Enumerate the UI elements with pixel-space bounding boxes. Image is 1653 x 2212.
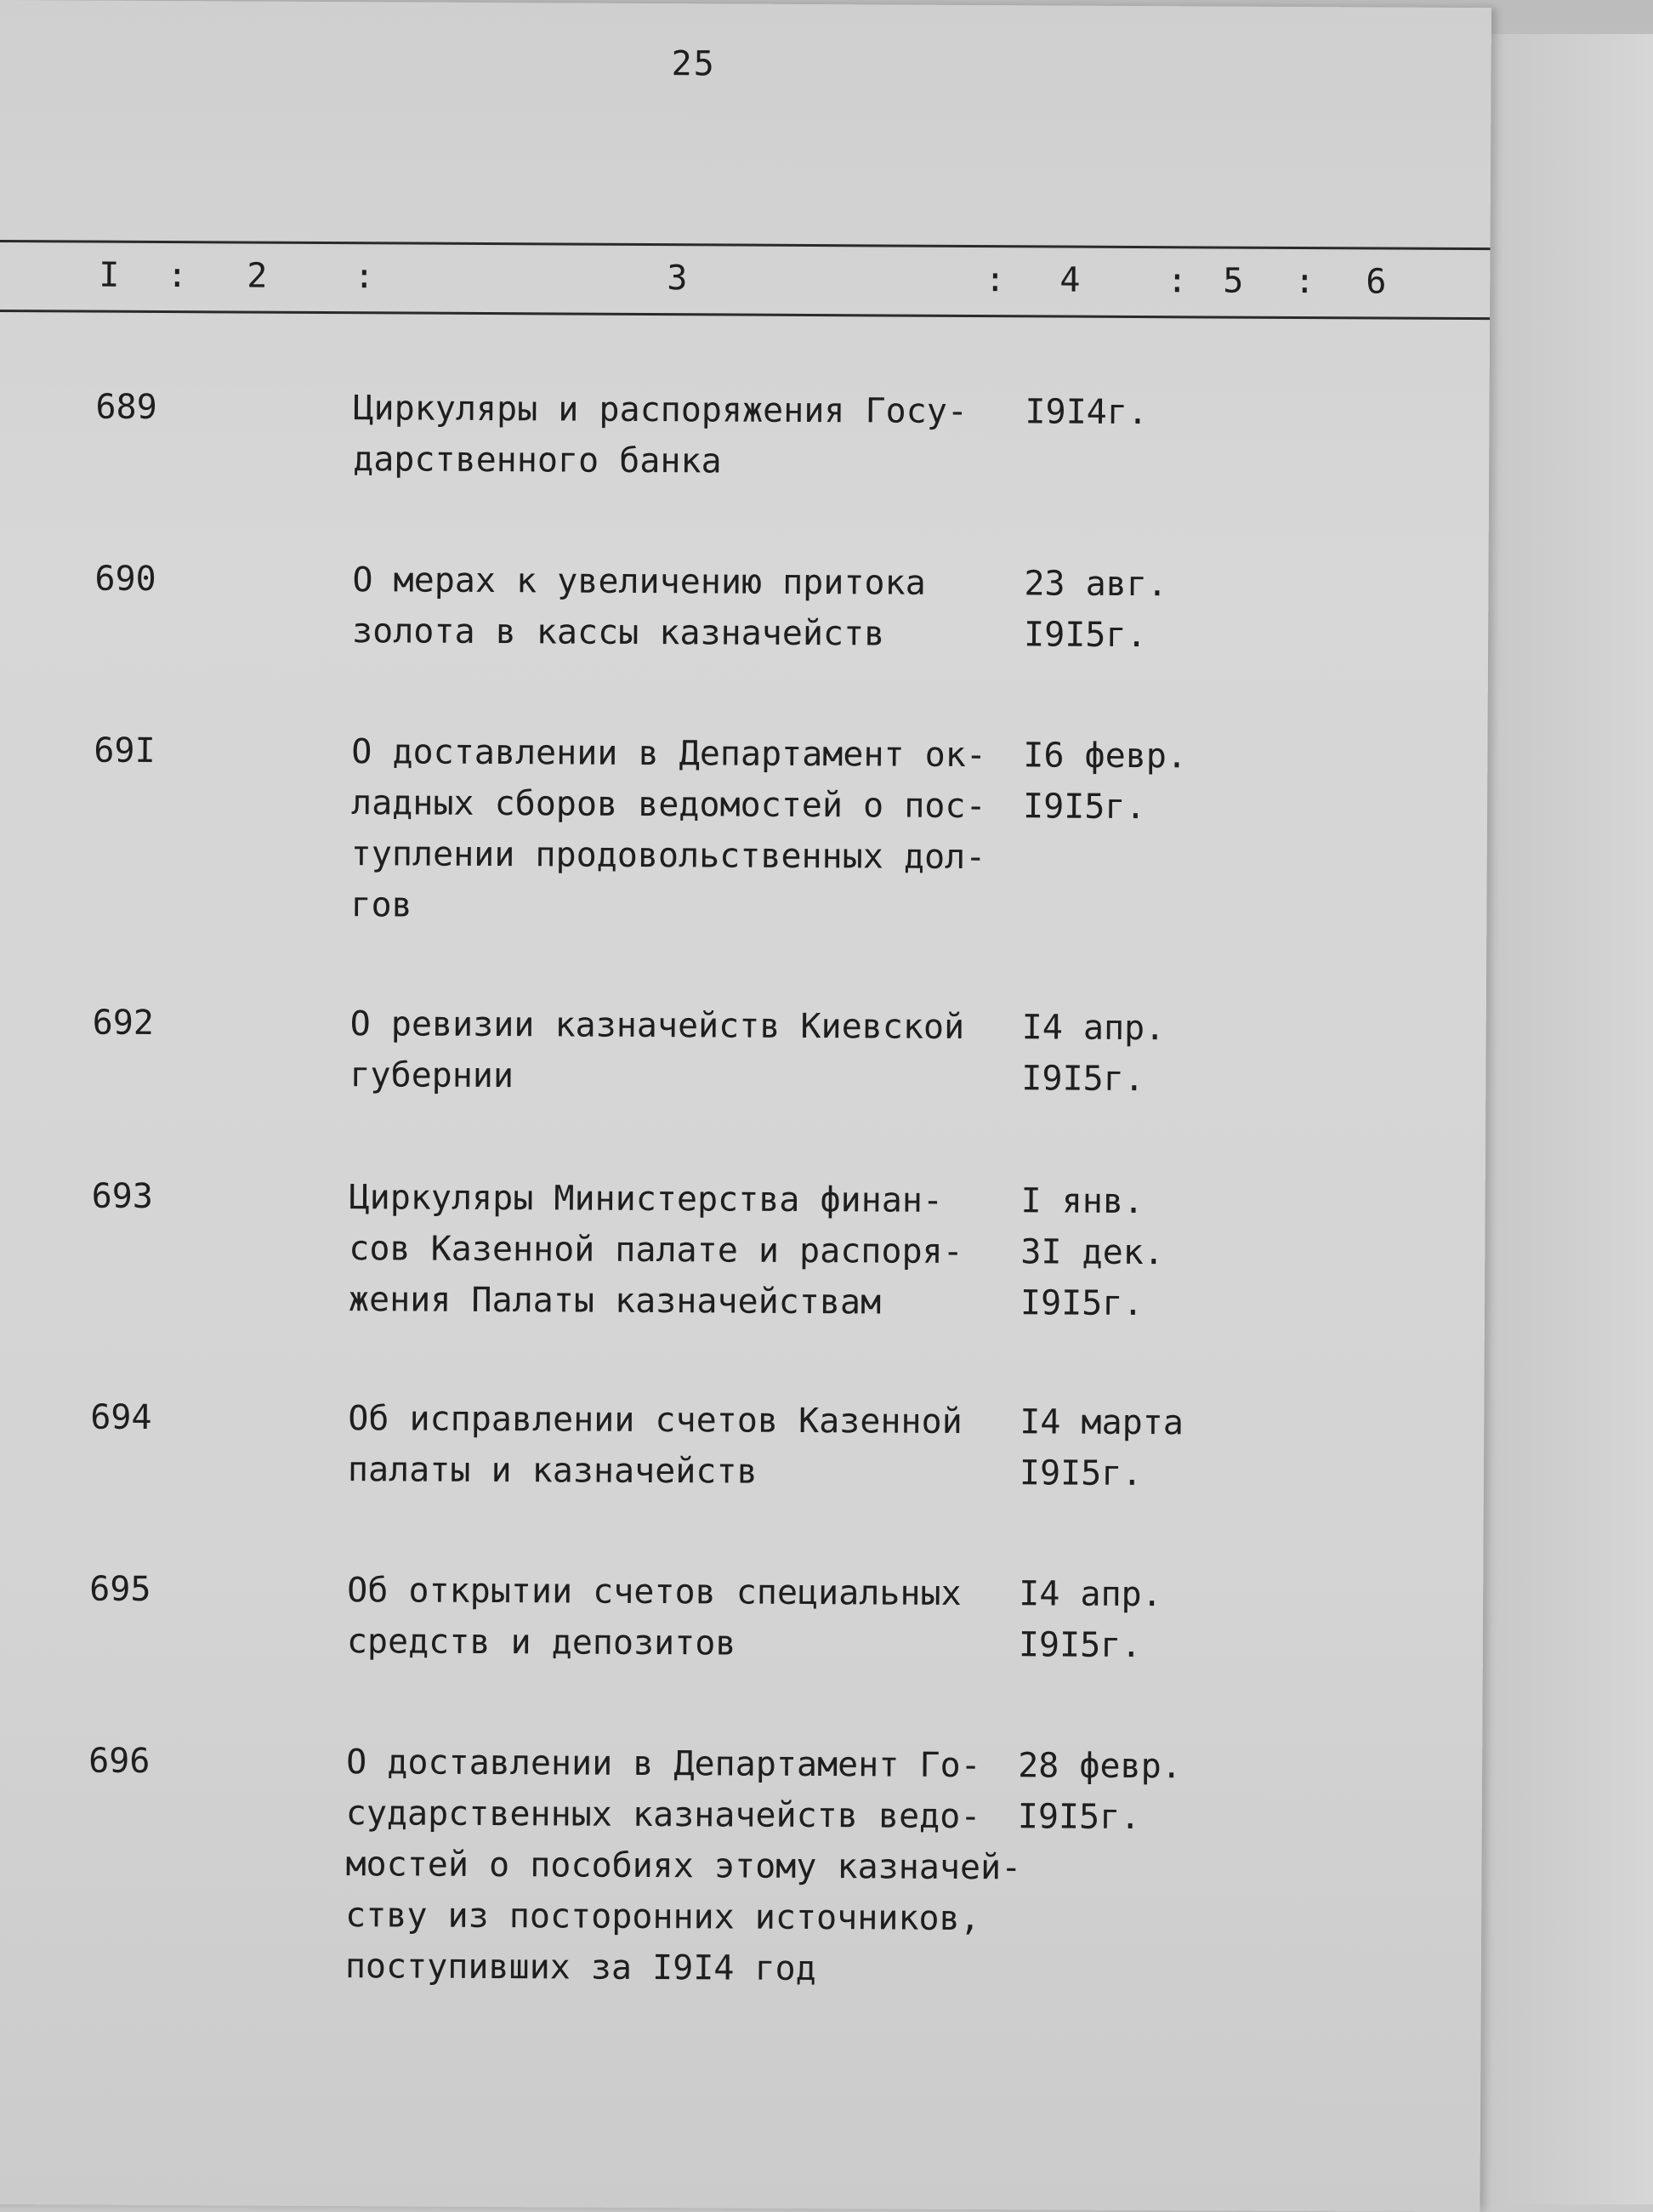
entry-date-line: I9I5г. xyxy=(1020,1283,1144,1324)
entry-title-line: О мерах к увеличению притока xyxy=(352,560,926,603)
entry-title-line: гов xyxy=(350,885,412,925)
entry-number: 693 xyxy=(91,1176,154,1216)
entry-date xyxy=(1021,1002,1243,1105)
entry-date xyxy=(1023,730,1245,833)
entry-title-line: ству из посторонних источников, xyxy=(345,1896,980,1939)
entry-title xyxy=(353,383,1034,488)
entry-title-line: сов Казенной палате и распоря- xyxy=(349,1229,963,1271)
entry-number: 689 xyxy=(95,387,157,427)
entry-title xyxy=(347,1565,1028,1670)
entry-title-line: О доставлении в Департамент ок- xyxy=(351,732,987,776)
entry-date-line: I4 апр. xyxy=(1021,1008,1166,1049)
table-row xyxy=(0,1563,1483,1666)
column-heading-3: 3 xyxy=(667,259,688,299)
entry-title xyxy=(345,1737,1027,1995)
table-row xyxy=(0,1735,1482,1989)
entry-title xyxy=(349,998,1031,1104)
column-separator: : xyxy=(985,260,1006,300)
column-heading-4: 4 xyxy=(1059,260,1081,300)
entry-title-line: поступивших за I9I4 год xyxy=(344,1947,816,1989)
entry-title-line: золота в кассы казначейств xyxy=(351,611,885,654)
table-row xyxy=(0,381,1490,481)
entry-date xyxy=(1024,558,1246,661)
entry-number: 692 xyxy=(92,1003,155,1043)
entry-date-line: I9I5г. xyxy=(1019,1453,1143,1494)
column-heading-6: 6 xyxy=(1366,262,1387,302)
entry-date xyxy=(1025,386,1246,438)
table-row xyxy=(0,553,1489,656)
underlying-sheet-edge xyxy=(1480,34,1653,2204)
entry-date-line: I янв. xyxy=(1020,1181,1145,1222)
entry-title-line: Циркуляры Министерства финан- xyxy=(349,1178,944,1220)
entry-title-line: губернии xyxy=(349,1055,514,1096)
column-heading-5: 5 xyxy=(1223,261,1244,301)
entry-title-line: ладных сборов ведомостей о пос- xyxy=(350,783,986,827)
column-separator: : xyxy=(1167,261,1188,301)
entry-title xyxy=(349,1172,1030,1328)
entry-title-line: Об исправлении счетов Казенной xyxy=(348,1399,963,1441)
entry-title-line: средств и депозитов xyxy=(346,1622,736,1663)
entry-title-line: дарственного банка xyxy=(353,440,722,481)
entry-title-line: сударственных казначейств ведо- xyxy=(345,1794,981,1837)
entry-date-line: I9I5г. xyxy=(1017,1797,1141,1838)
entry-title-line: О ревизии казначейств Киевской xyxy=(349,1004,965,1047)
column-heading-1: I xyxy=(99,255,120,295)
entry-date xyxy=(1020,1396,1241,1499)
header-rule-bottom xyxy=(0,310,1490,320)
entry-title xyxy=(352,554,1033,660)
entry-date-line: I4 марта xyxy=(1020,1402,1184,1443)
column-separator: : xyxy=(167,256,188,296)
entry-date-line: I6 февр. xyxy=(1023,736,1188,776)
entry-date xyxy=(1018,1740,1240,1843)
entry-date-line: I9I5г. xyxy=(1021,1059,1145,1100)
entry-date-line: 28 февр. xyxy=(1018,1746,1182,1787)
entry-title-line: жения Палаты казначействам xyxy=(348,1280,882,1322)
entry-title xyxy=(348,1393,1029,1498)
entry-date-line: I4 апр. xyxy=(1019,1574,1162,1615)
entry-date xyxy=(1020,1175,1242,1329)
entry-title-line: палаты и казначейств xyxy=(347,1450,758,1492)
entry-number: 69I xyxy=(94,731,156,771)
table-row xyxy=(0,725,1488,925)
entry-date-line: I9I5г. xyxy=(1022,787,1146,827)
page-number: 25 xyxy=(671,44,716,84)
entry-date-line: I9I5г. xyxy=(1018,1625,1142,1666)
column-heading-2: 2 xyxy=(247,256,268,296)
entry-number: 695 xyxy=(89,1569,151,1609)
table-row xyxy=(0,997,1486,1100)
entry-date-line: 3I дек. xyxy=(1020,1232,1165,1273)
entry-date-line: I9I5г. xyxy=(1023,615,1147,656)
entry-number: 690 xyxy=(94,559,156,599)
entry-title-line: мостей о пособиях этому казначей- xyxy=(345,1845,1022,1888)
entry-title-line: Циркуляры и распоряжения Госу- xyxy=(353,389,969,431)
table-row xyxy=(0,1391,1484,1494)
entry-date-line: I9I4г. xyxy=(1025,392,1149,433)
entry-title xyxy=(350,726,1031,934)
entry-number: 694 xyxy=(90,1397,152,1437)
column-separator: : xyxy=(354,257,375,297)
table-row xyxy=(0,1170,1485,1324)
column-separator: : xyxy=(1294,261,1315,302)
entry-number: 696 xyxy=(88,1741,151,1781)
entry-title-line: О доставлении в Департамент Го- xyxy=(346,1743,981,1786)
entry-date xyxy=(1019,1568,1241,1671)
entry-date-line: 23 авг. xyxy=(1024,564,1168,605)
header-rule-top xyxy=(0,240,1490,250)
entry-title-line: Об открытии счетов специальных xyxy=(347,1571,962,1613)
entry-title-line: туплении продовольственных дол- xyxy=(350,834,986,878)
